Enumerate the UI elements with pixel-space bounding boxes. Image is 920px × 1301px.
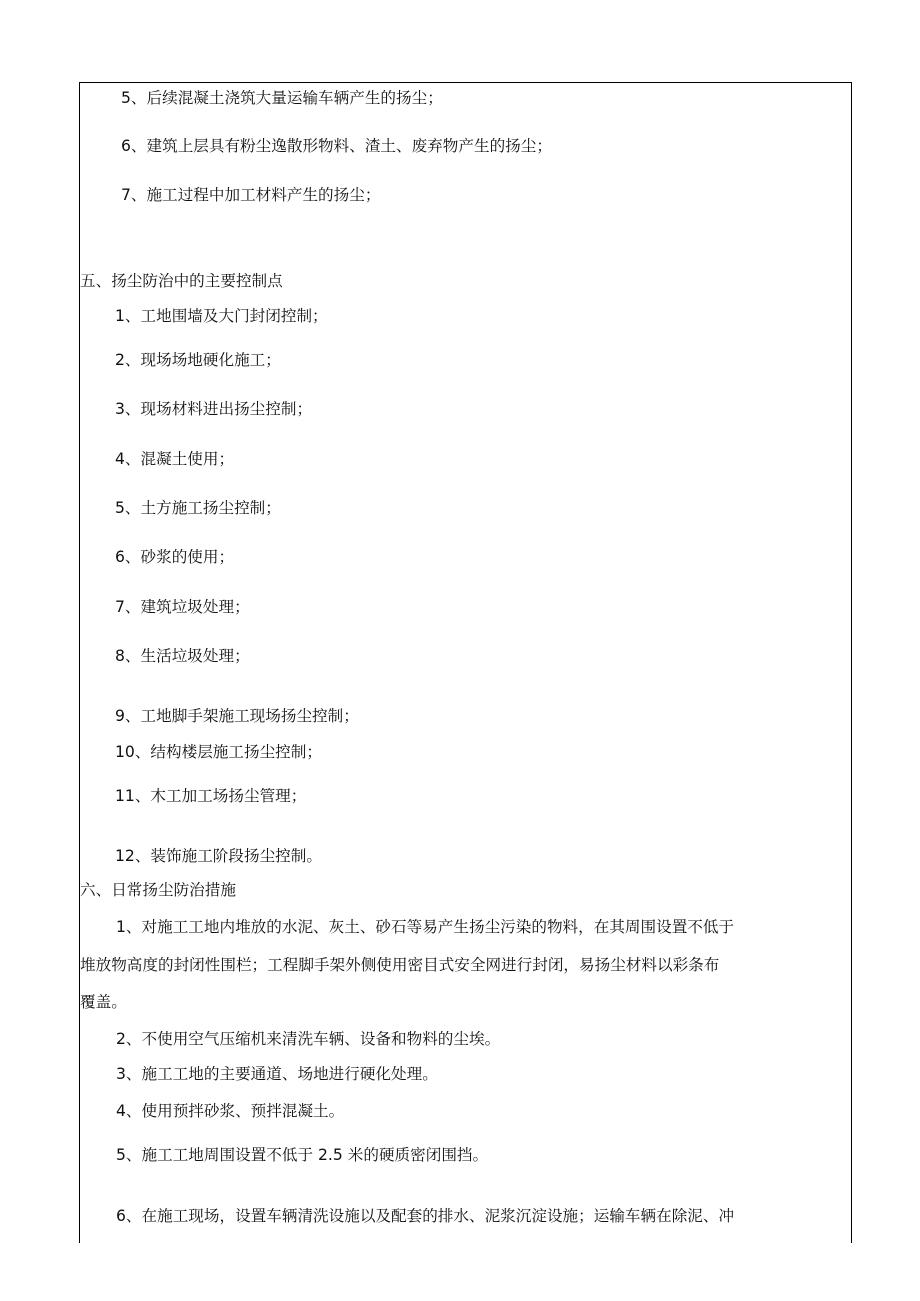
measure-item-1-line-3: 覆盖。	[80, 993, 127, 1011]
section-heading-5: 五、扬尘防治中的主要控制点	[80, 272, 283, 290]
control-point-item-1: 1、工地围墙及大门封闭控制；	[115, 307, 328, 325]
control-point-item-12: 12、装饰施工阶段扬尘控制。	[115, 847, 322, 865]
control-point-item-10: 10、结构楼层施工扬尘控制；	[115, 743, 322, 761]
dust-source-item-7: 7、施工过程中加工材料产生的扬尘；	[121, 186, 381, 204]
control-point-item-11: 11、木工加工场扬尘管理；	[115, 787, 307, 805]
control-point-item-5: 5、土方施工扬尘控制；	[115, 499, 281, 517]
measure-item-4: 4、使用预拌砂浆、预拌混凝土。	[116, 1102, 345, 1120]
measure-item-1-line-2: 堆放物高度的封闭性围栏；工程脚手架外侧使用密目式安全网进行封闭，易扬尘材料以彩条布	[80, 956, 720, 974]
control-point-item-4: 4、混凝土使用；	[115, 450, 235, 468]
control-point-item-8: 8、生活垃圾处理；	[115, 647, 250, 665]
control-point-item-9: 9、工地脚手架施工现场扬尘控制；	[115, 707, 359, 725]
measure-item-6-line-1: 6、在施工现场，设置车辆清洗设施以及配套的排水、泥浆沉淀设施；运输车辆在除泥、冲	[116, 1207, 735, 1225]
control-point-item-6: 6、砂浆的使用；	[115, 548, 235, 566]
control-point-item-3: 3、现场材料进出扬尘控制；	[115, 400, 313, 418]
section-heading-6: 六、日常扬尘防治措施	[80, 881, 236, 899]
control-point-item-7: 7、建筑垃圾处理；	[115, 598, 250, 616]
document-table-frame	[79, 82, 852, 1243]
dust-source-item-6: 6、建筑上层具有粉尘逸散形物料、渣土、废弃物产生的扬尘；	[121, 137, 552, 155]
control-point-item-2: 2、现场场地硬化施工；	[115, 351, 281, 369]
dust-source-item-5: 5、后续混凝土浇筑大量运输车辆产生的扬尘；	[121, 89, 443, 107]
measure-item-3: 3、施工工地的主要通道、场地进行硬化处理。	[116, 1065, 438, 1083]
measure-item-5: 5、施工工地周围设置不低于 2.5 米的硬质密闭围挡。	[116, 1146, 489, 1164]
measure-item-1-line-1: 1、对施工工地内堆放的水泥、灰土、砂石等易产生扬尘污染的物料，在其周围设置不低于	[116, 918, 735, 936]
measure-item-2: 2、不使用空气压缩机来清洗车辆、设备和物料的尘埃。	[116, 1030, 501, 1048]
